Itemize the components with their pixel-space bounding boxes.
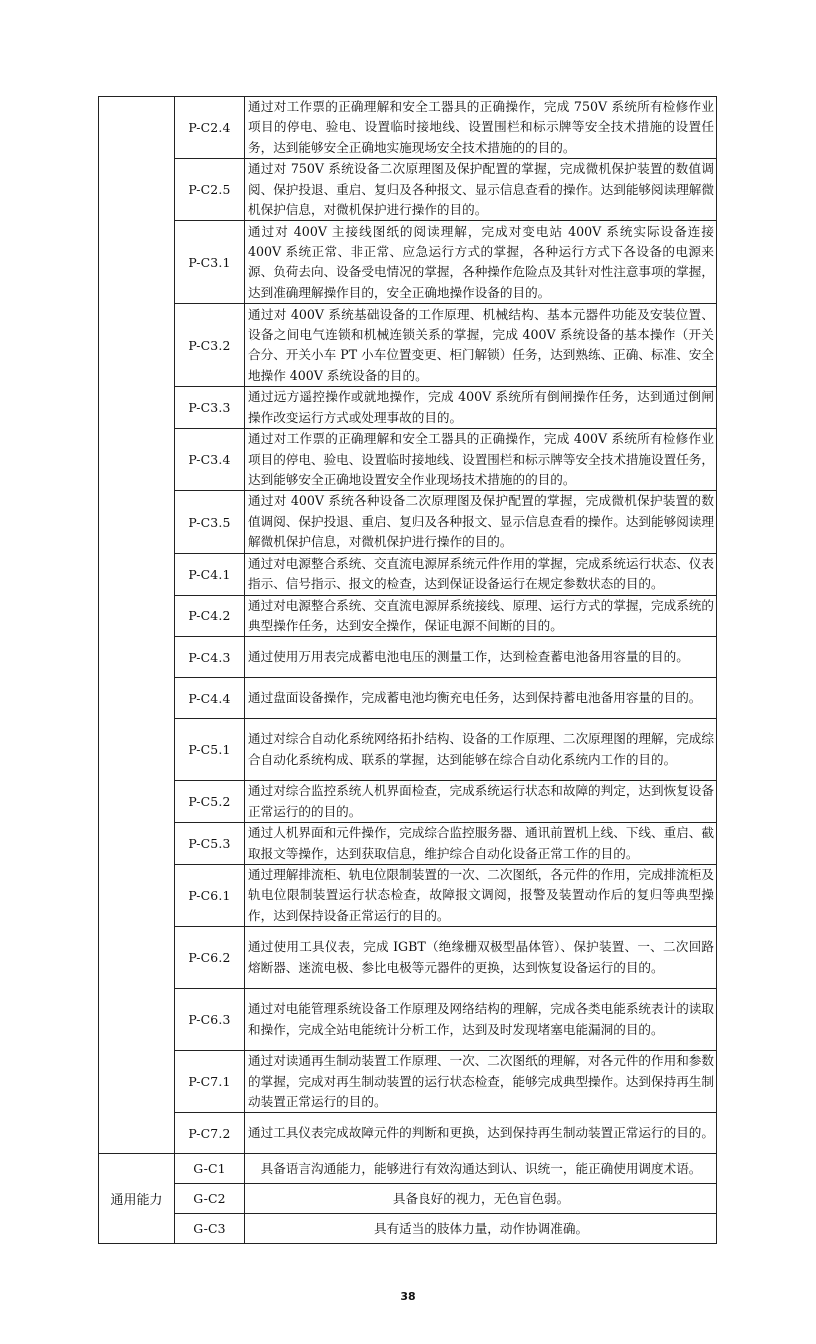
item-description: 通过对 400V 系统各种设备二次原理图及保护配置的掌握，完成微机保护装置的数值调阅、保护投退、重启、复归及各种报文、显示信息查看的操作。达到能够阅读理解微机保护信息，对微机保护进行操作的目的。 bbox=[245, 491, 717, 553]
item-description: 通过对工作票的正确理解和安全工器具的正确操作，完成 400V 系统所有检修作业项目的停电、验电、设置临时接地线、设置围栏和标示牌等安全技术措施设置任务，达到能够安全正确地设置安全作业现场技术措施的的目的。 bbox=[245, 429, 717, 491]
item-description: 通过对 750V 系统设备二次原理图及保护配置的掌握，完成微机保护装置的数值调阅、保护投退、重启、复归及各种报文、显示信息查看的操作。达到能够阅读理解微机保护信息，对微机保护进行操作的目的。 bbox=[245, 159, 717, 221]
table-row bbox=[99, 97, 717, 159]
table-row bbox=[99, 1214, 717, 1244]
table-row bbox=[99, 221, 717, 304]
item-code: P-C2.4 bbox=[175, 97, 245, 159]
item-description: 通过对 400V 系统基础设备的工作原理、机械结构、基本元器件功能及安装位置、设备之间电气连锁和机械连锁关系的掌握，完成 400V 系统设备的基本操作（开关合分、开关小车 PT 小车位置变更、柜门解锁）任务，达到熟练、正确、标准、安全地操作 400V 系统设备的目的。 bbox=[245, 304, 717, 387]
table-row bbox=[99, 781, 717, 823]
item-code: P-C5.1 bbox=[175, 719, 245, 781]
table-row bbox=[99, 1113, 717, 1154]
item-description: 通过远方遥控操作或就地操作，完成 400V 系统所有倒闸操作任务，达到通过倒闸操作改变运行方式或处理事故的目的。 bbox=[245, 387, 717, 429]
item-description: 通过对工作票的正确理解和安全工器具的正确操作，完成 750V 系统所有检修作业项目的停电、验电、设置临时接地线、设置围栏和标示牌等安全技术措施的设置任务，达到能够安全正确地实施现场安全技术措施的的目的。 bbox=[245, 97, 717, 159]
item-code: G-C3 bbox=[175, 1214, 245, 1244]
table-row bbox=[99, 553, 717, 595]
item-description: 通过对电源整合系统、交直流电源屏系统元件作用的掌握，完成系统运行状态、仪表指示、信号指示、报文的检查，达到保证设备运行在规定参数状态的目的。 bbox=[245, 553, 717, 595]
item-description: 通过理解排流柜、轨电位限制装置的一次、二次图纸，各元件的作用，完成排流柜及轨电位限制装置运行状态检查，故障报文调阅，报警及装置动作后的复归等典型操作，达到保持设备正常运行的目的。 bbox=[245, 864, 717, 926]
item-code: P-C7.2 bbox=[175, 1113, 245, 1154]
item-description: 通过对综合自动化系统网络拓扑结构、设备的工作原理、二次原理图的理解，完成综合自动化系统构成、联系的掌握，达到能够在综合自动化系统内工作的目的。 bbox=[245, 719, 717, 781]
table-row bbox=[99, 1184, 717, 1214]
table-row bbox=[99, 387, 717, 429]
item-code: P-C4.1 bbox=[175, 553, 245, 595]
item-description: 通过对电能管理系统设备工作原理及网络结构的理解，完成各类电能系统表计的读取和操作，完成全站电能统计分析工作，达到及时发现堵塞电能漏洞的目的。 bbox=[245, 989, 717, 1051]
item-code: P-C3.2 bbox=[175, 304, 245, 387]
item-description: 通过对综合监控系统人机界面检查，完成系统运行状态和故障的判定，达到恢复设备正常运行的的目的。 bbox=[245, 781, 717, 823]
item-description: 具备良好的视力，无色盲色弱。 bbox=[245, 1184, 717, 1214]
table-row bbox=[99, 637, 717, 678]
table-row bbox=[99, 678, 717, 719]
item-description: 通过盘面设备操作，完成蓄电池均衡充电任务，达到保持蓄电池备用容量的目的。 bbox=[245, 678, 717, 719]
table-row bbox=[99, 927, 717, 989]
item-description: 通过使用万用表完成蓄电池电压的测量工作，达到检查蓄电池备用容量的目的。 bbox=[245, 637, 717, 678]
item-description: 通过人机界面和元件操作，完成综合监控服务器、通讯前置机上线、下线、重启、截取报文等操作，达到获取信息，维护综合自动化设备正常工作的目的。 bbox=[245, 823, 717, 865]
item-code: P-C2.5 bbox=[175, 159, 245, 221]
table-row bbox=[99, 1051, 717, 1113]
item-code: G-C2 bbox=[175, 1184, 245, 1214]
page-number: 38 bbox=[400, 1290, 416, 1303]
item-code: P-C5.2 bbox=[175, 781, 245, 823]
category-cell-general: 通用能力 bbox=[99, 1154, 175, 1244]
item-description: 具有适当的肢体力量，动作协调准确。 bbox=[245, 1214, 717, 1244]
table-row bbox=[99, 719, 717, 781]
item-code: P-C3.3 bbox=[175, 387, 245, 429]
item-code: P-C4.4 bbox=[175, 678, 245, 719]
table-row bbox=[99, 429, 717, 491]
item-code: G-C1 bbox=[175, 1154, 245, 1184]
table-row bbox=[99, 304, 717, 387]
table-row bbox=[99, 1154, 717, 1184]
item-code: P-C4.2 bbox=[175, 595, 245, 637]
item-code: P-C6.2 bbox=[175, 927, 245, 989]
item-code: P-C6.1 bbox=[175, 864, 245, 926]
item-description: 具备语言沟通能力，能够进行有效沟通达到认、识统一，能正确使用调度术语。 bbox=[245, 1154, 717, 1184]
table-row bbox=[99, 595, 717, 637]
item-code: P-C7.1 bbox=[175, 1051, 245, 1113]
item-code: P-C3.1 bbox=[175, 221, 245, 304]
table-row bbox=[99, 823, 717, 865]
item-description: 通过对 400V 主接线图纸的阅读理解，完成对变电站 400V 系统实际设备连接400V 系统正常、非正常、应急运行方式的掌握，各种运行方式下各设备的电源来源、负荷去向、设备受电情况的掌握，各种操作危险点及其针对性注意事项的掌握，达到准确理解操作目的，安全正确地操作设备的目的。 bbox=[245, 221, 717, 304]
item-description: 通过对电源整合系统、交直流电源屏系统接线、原理、运行方式的掌握，完成系统的典型操作任务，达到安全操作，保证电源不间断的目的。 bbox=[245, 595, 717, 637]
item-code: P-C3.4 bbox=[175, 429, 245, 491]
item-code: P-C3.5 bbox=[175, 491, 245, 553]
item-code: P-C4.3 bbox=[175, 637, 245, 678]
item-description: 通过工具仪表完成故障元件的判断和更换，达到保持再生制动装置正常运行的目的。 bbox=[245, 1113, 717, 1154]
category-cell-professional bbox=[99, 97, 175, 1154]
item-description: 通过对读通再生制动装置工作原理、一次、二次图纸的理解，对各元件的作用和参数的掌握，完成对再生制动装置的运行状态检查，能够完成典型操作。达到保持再生制动装置正常运行的目的。 bbox=[245, 1051, 717, 1113]
item-code: P-C5.3 bbox=[175, 823, 245, 865]
table-row bbox=[99, 159, 717, 221]
table-row bbox=[99, 491, 717, 553]
item-description: 通过使用工具仪表，完成 IGBT（绝缘栅双极型晶体管）、保护装置、一、二次回路熔断器、迷流电极、参比电极等元器件的更换，达到恢复设备运行的目的。 bbox=[245, 927, 717, 989]
table-row bbox=[99, 989, 717, 1051]
item-code: P-C6.3 bbox=[175, 989, 245, 1051]
capability-table bbox=[98, 96, 717, 1244]
table-row bbox=[99, 864, 717, 926]
